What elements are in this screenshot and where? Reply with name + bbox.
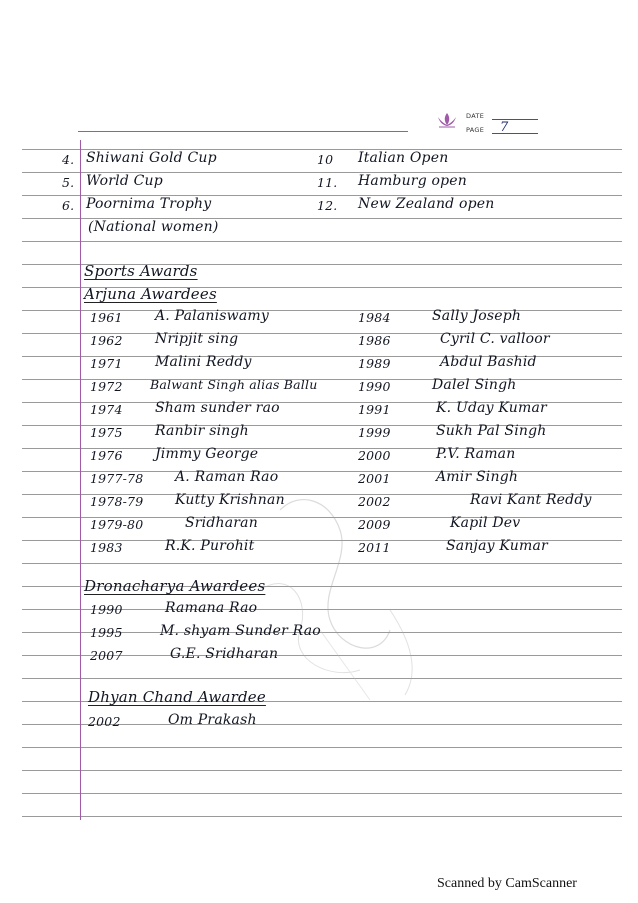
page-number: 7 (500, 120, 509, 135)
awardee-name: Sham sunder rao (155, 400, 280, 416)
section-heading: Dhyan Chand Awardee (88, 688, 266, 706)
list-item: Hamburg open (358, 173, 468, 189)
year: 1974 (90, 402, 123, 417)
awardee-name: A. Palaniswamy (155, 308, 269, 324)
year: 2000 (358, 448, 391, 463)
year: 1999 (358, 425, 391, 440)
list-item: New Zealand open (358, 196, 495, 212)
list-item-subtitle: (National women) (88, 219, 219, 235)
awardee-name: Kutty Krishnan (175, 492, 285, 508)
list-item: World Cup (86, 173, 163, 189)
awardee-name: G.E. Sridharan (170, 646, 279, 662)
awardee-name: Cyril C. valloor (440, 331, 550, 347)
year: 1990 (358, 379, 391, 394)
scanner-watermark: Scanned by CamScanner (437, 876, 577, 891)
year: 2002 (88, 714, 121, 729)
year: 2011 (358, 540, 391, 555)
awardee-name: Ranbir singh (155, 423, 249, 439)
awardee-name: Sukh Pal Singh (436, 423, 547, 439)
awardee-name: Om Prakash (168, 712, 257, 728)
year: 2002 (358, 494, 391, 509)
section-title: Sports Awards (84, 262, 198, 280)
awardee-name: Kapil Dev (450, 515, 521, 531)
date-label: DATE (466, 112, 485, 120)
awardee-name: Abdul Bashid (440, 354, 537, 370)
year: 1986 (358, 333, 391, 348)
awardee-name: K. Uday Kumar (436, 400, 547, 416)
awardee-name: Ravi Kant Reddy (470, 492, 592, 508)
list-item-number: 10 (317, 152, 334, 167)
year: 1978-79 (90, 494, 144, 509)
lotus-logo-icon (436, 111, 458, 129)
list-item: Poornima Trophy (86, 196, 212, 212)
list-item-number: 11. (317, 175, 338, 190)
year: 1971 (90, 356, 123, 371)
awardee-name: Malini Reddy (155, 354, 252, 370)
section-heading: Dronacharya Awardees (84, 577, 266, 595)
year: 1972 (90, 379, 123, 394)
page-line (492, 133, 538, 134)
header-rule (78, 131, 408, 132)
year: 1990 (90, 602, 123, 617)
year: 1995 (90, 625, 123, 640)
awardee-name: A. Raman Rao (175, 469, 279, 485)
awardee-name: Dalel Singh (432, 377, 517, 393)
year: 1989 (358, 356, 391, 371)
list-item: Italian Open (358, 150, 449, 166)
awardee-name: Sanjay Kumar (446, 538, 548, 554)
year: 1977-78 (90, 471, 144, 486)
awardee-name: Ramana Rao (165, 600, 258, 616)
margin-line (80, 140, 81, 820)
year: 1975 (90, 425, 123, 440)
year: 1961 (90, 310, 123, 325)
awardee-name: Balwant Singh alias Ballu (150, 377, 318, 392)
year: 1979-80 (90, 517, 144, 532)
year: 1983 (90, 540, 123, 555)
section-heading: Arjuna Awardees (84, 285, 217, 303)
date-line (492, 119, 538, 120)
awardee-name: Sally Joseph (432, 308, 522, 324)
list-item-number: 12. (317, 198, 338, 213)
year: 1991 (358, 402, 391, 417)
awardee-name: P.V. Raman (436, 446, 516, 462)
year: 1962 (90, 333, 123, 348)
awardee-name: Sridharan (185, 515, 258, 531)
list-item: Shiwani Gold Cup (86, 150, 217, 166)
year: 2007 (90, 648, 123, 663)
awardee-name: R.K. Purohit (165, 538, 255, 554)
year: 1976 (90, 448, 123, 463)
awardee-name: Amir Singh (436, 469, 519, 485)
list-item-number: 4. (62, 152, 75, 167)
list-item-number: 6. (62, 198, 75, 213)
awardee-name: Nripjit sing (155, 331, 239, 347)
awardee-name: Jimmy George (155, 446, 259, 462)
awardee-name: M. shyam Sunder Rao (160, 623, 321, 639)
year: 1984 (358, 310, 391, 325)
page-label: PAGE (466, 126, 485, 134)
year: 2001 (358, 471, 391, 486)
list-item-number: 5. (62, 175, 75, 190)
year: 2009 (358, 517, 391, 532)
